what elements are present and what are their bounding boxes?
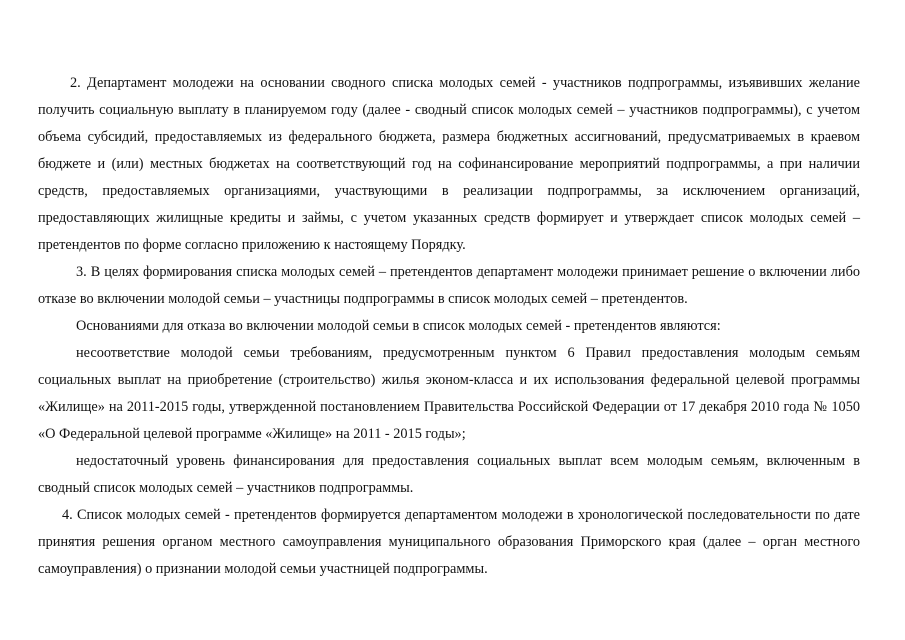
paragraph-item-4: 4. Список молодых семей - претендентов формируется департаментом молодежи в хронологической последовательности по дате принятия решения органом местного самоуправления муниципального образования Приморского края (далее – орган местного самоуправления) о признании молодой семьи участницей подпрограммы. <box>38 507 860 577</box>
paragraph-insufficient-funding: недостаточный уровень финансирования для предоставления социальных выплат всем молодым семьям, включенным в сводный список молодых семей – участников подпрограммы. <box>38 453 860 496</box>
paragraph-refusal-grounds: Основаниями для отказа во включении молодой семьи в список молодых семей - претендентов являются: <box>76 318 721 334</box>
paragraph-noncompliance: несоответствие молодой семьи требованиям, предусмотренным пунктом 6 Правил предоставления молодым семьям социальных выплат на приобретение (строительство) жилья эконом-класса и их использования федеральной целевой программы «Жилище» на 2011-2015 годы, утвержденной постановлением Правительства Российской Федерации от 17 декабря 2010 года № 1050 «О Федеральной целевой программе «Жилище» на 2011 - 2015 годы»; <box>38 345 860 442</box>
document-page <box>38 70 860 583</box>
paragraph-item-3: 3. В целях формирования списка молодых семей – претендентов департамент молодежи принимает решение о включении либо отказе во включении молодой семьи – участницы подпрограммы в список молодых семей – претендентов. <box>38 264 860 307</box>
paragraph-item-2: 2. Департамент молодежи на основании сводного списка молодых семей - участников подпрограммы, изъявивших желание получить социальную выплату в планируемом году (далее - сводный список молодых семей – участников подпрограммы), с учетом объема субсидий, предоставляемых из федерального бюджета, размера бюджетных ассигнований, предусматриваемых в краевом бюджете и (или) местных бюджетах на соответствующий год на софинансирование мероприятий подпрограммы, а при наличии средств, предоставляемых организациями, участвующими в реализации подпрограммы, за исключением организаций, предоставляющих жилищные кредиты и займы, с учетом указанных средств формирует и утверждает список молодых семей – претендентов по форме согласно приложению к настоящему Порядку. <box>38 75 860 253</box>
